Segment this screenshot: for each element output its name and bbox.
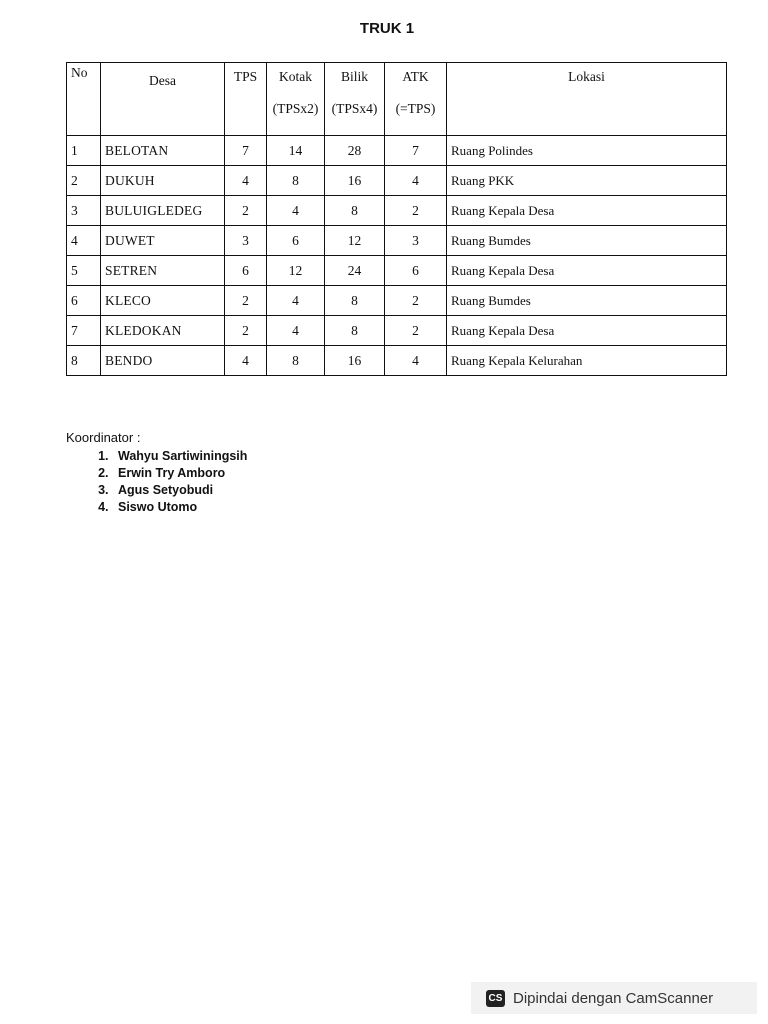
truck-table-container: [66, 62, 726, 400]
table-row: [67, 226, 727, 256]
cell-atk: 6: [385, 256, 447, 286]
cell-atk: 4: [385, 166, 447, 196]
header-kotak: Kotak (TPSx2): [267, 63, 325, 136]
cell-kotak: 8: [267, 166, 325, 196]
cell-kotak: 8: [267, 346, 325, 376]
cell-lokasi: Ruang Kepala Kelurahan: [447, 346, 727, 376]
table-row: [67, 286, 727, 316]
cell-bilik: 16: [325, 346, 385, 376]
cell-no: 5: [67, 256, 101, 286]
cell-bilik: 28: [325, 136, 385, 166]
camscanner-text: Dipindai dengan CamScanner: [513, 989, 714, 1007]
cell-desa: BENDO: [101, 346, 225, 376]
cell-tps: 3: [225, 226, 267, 256]
cell-tps: 4: [225, 346, 267, 376]
cell-lokasi: Ruang Bumdes: [447, 286, 727, 316]
coordinator-list: [66, 448, 247, 516]
table-row: [67, 136, 727, 166]
cell-no: 8: [67, 346, 101, 376]
cell-no: 3: [67, 196, 101, 226]
header-tps: TPS: [225, 63, 267, 136]
table-row: [67, 256, 727, 286]
cell-atk: 4: [385, 346, 447, 376]
cell-tps: 2: [225, 316, 267, 346]
cell-bilik: 8: [325, 316, 385, 346]
list-item: 4. Siswo Utomo: [112, 499, 247, 516]
cell-kotak: 12: [267, 256, 325, 286]
table-row: [67, 196, 727, 226]
truck-table: [66, 62, 727, 376]
cell-atk: 2: [385, 196, 447, 226]
cell-no: 2: [67, 166, 101, 196]
cell-tps: 7: [225, 136, 267, 166]
cell-bilik: 8: [325, 196, 385, 226]
cell-desa: DUKUH: [101, 166, 225, 196]
cell-desa: DUWET: [101, 226, 225, 256]
header-lokasi: Lokasi: [447, 63, 727, 136]
cell-tps: 6: [225, 256, 267, 286]
cell-desa: SETREN: [101, 256, 225, 286]
cell-bilik: 8: [325, 286, 385, 316]
cell-lokasi: Ruang PKK: [447, 166, 727, 196]
camscanner-logo-icon: CS: [486, 990, 505, 1007]
cell-tps: 2: [225, 196, 267, 226]
list-item: 2. Erwin Try Amboro: [112, 465, 247, 482]
cell-no: 7: [67, 316, 101, 346]
cell-atk: 2: [385, 316, 447, 346]
cell-lokasi: Ruang Kepala Desa: [447, 256, 727, 286]
table-row: [67, 316, 727, 346]
cell-tps: 4: [225, 166, 267, 196]
header-bilik: Bilik (TPSx4): [325, 63, 385, 136]
header-no: No: [67, 63, 101, 136]
cell-atk: 7: [385, 136, 447, 166]
cell-desa: BELOTAN: [101, 136, 225, 166]
page-title: TRUK 1: [359, 20, 415, 37]
coordinator-title: Koordinator :: [66, 430, 141, 445]
list-item: 3. Agus Setyobudi: [112, 482, 247, 499]
cell-kotak: 4: [267, 196, 325, 226]
list-item: 1. Wahyu Sartiwiningsih: [112, 448, 247, 465]
cell-no: 1: [67, 136, 101, 166]
cell-desa: KLEDOKAN: [101, 316, 225, 346]
cell-no: 6: [67, 286, 101, 316]
cell-desa: KLECO: [101, 286, 225, 316]
table-row: [67, 166, 727, 196]
header-desa: Desa: [101, 63, 225, 136]
cell-bilik: 12: [325, 226, 385, 256]
cell-bilik: 24: [325, 256, 385, 286]
cell-kotak: 4: [267, 286, 325, 316]
table-row: [67, 346, 727, 376]
cell-kotak: 14: [267, 136, 325, 166]
table-header-row: [67, 63, 727, 136]
camscanner-watermark: [471, 982, 757, 1014]
cell-tps: 2: [225, 286, 267, 316]
cell-lokasi: Ruang Polindes: [447, 136, 727, 166]
cell-bilik: 16: [325, 166, 385, 196]
cell-kotak: 6: [267, 226, 325, 256]
cell-kotak: 4: [267, 316, 325, 346]
cell-lokasi: Ruang Kepala Desa: [447, 316, 727, 346]
cell-atk: 3: [385, 226, 447, 256]
cell-lokasi: Ruang Kepala Desa: [447, 196, 727, 226]
cell-lokasi: Ruang Bumdes: [447, 226, 727, 256]
header-atk: ATK (=TPS): [385, 63, 447, 136]
cell-no: 4: [67, 226, 101, 256]
cell-atk: 2: [385, 286, 447, 316]
cell-desa: BULUIGLEDEG: [101, 196, 225, 226]
